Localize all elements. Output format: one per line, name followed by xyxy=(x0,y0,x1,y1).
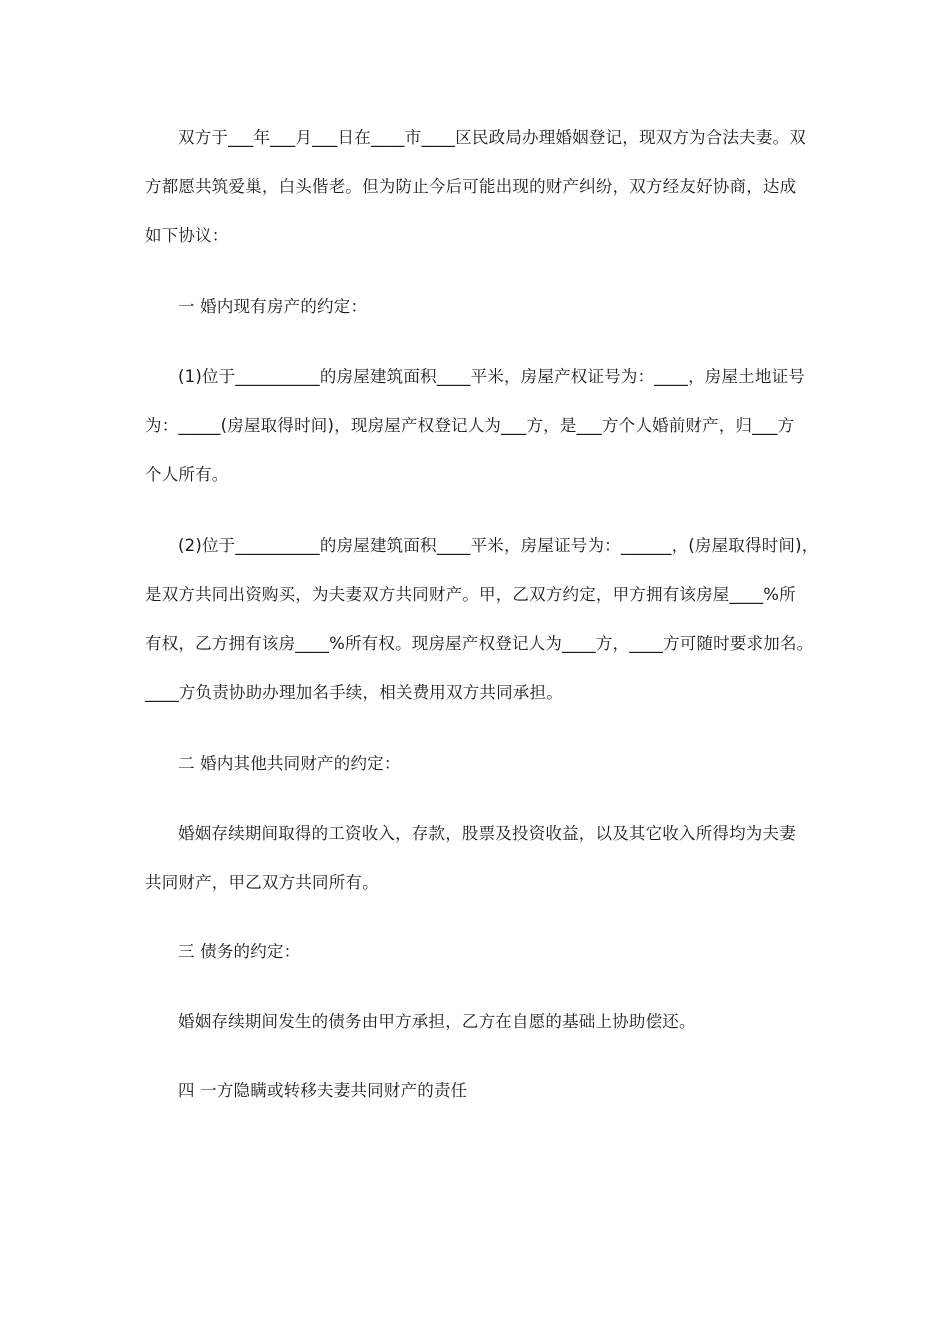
section-2-body xyxy=(145,809,805,907)
text-line: 婚姻存续期间取得的工资收入，存款，股票及投资收益，以及其它收入所得均为夫妻 xyxy=(178,824,796,843)
heading-text: 三 债务的约定： xyxy=(178,942,301,961)
intro-paragraph xyxy=(145,113,805,260)
text-line: 有权，乙方拥有该房____%所有权。现房屋产权登记人为____方，____方可随时要求加名。 xyxy=(145,634,814,653)
text-line: 双方于___年___月___日在____市____区民政局办理婚姻登记，现双方为合法夫妻。双 xyxy=(178,128,806,147)
section-2-heading xyxy=(145,739,805,788)
section-3-heading xyxy=(145,927,805,976)
text-line: 婚姻存续期间发生的债务由甲方承担，乙方在自愿的基础上协助偿还。 xyxy=(178,1012,696,1031)
section-3-body xyxy=(145,997,805,1046)
section-1-item-2 xyxy=(145,521,819,717)
text-line: 是双方共同出资购买，为夫妻双方共同财产。甲，乙双方约定，甲方拥有该房屋____%所 xyxy=(145,585,796,604)
text-line: (1)位于__________的房屋建筑面积____平米，房屋产权证号为：____，房屋土地证号 xyxy=(178,367,805,386)
text-line: 如下协议： xyxy=(145,226,229,245)
section-1-heading xyxy=(145,282,805,331)
heading-text: 四 一方隐瞒或转移夫妻共同财产的责任 xyxy=(178,1081,468,1100)
text-line: 共同财产，甲乙双方共同所有。 xyxy=(145,873,379,892)
text-line: ____方负责协助办理加名手续，相关费用双方共同承担。 xyxy=(145,683,563,702)
text-line: (2)位于__________的房屋建筑面积____平米，房屋证号为：______，(房屋取得时间)， xyxy=(178,536,819,555)
heading-text: 一 婚内现有房产的约定： xyxy=(178,297,368,316)
heading-text: 二 婚内其他共同财产的约定： xyxy=(178,754,401,773)
section-4-heading xyxy=(145,1066,805,1115)
text-line: 个人所有。 xyxy=(145,465,229,484)
text-line: 方都愿共筑爱巢，白头偕老。但为防止今后可能出现的财产纠纷，双方经友好协商，达成 xyxy=(145,177,797,196)
section-1-item-1 xyxy=(145,352,805,499)
text-line: 为：_____(房屋取得时间)，现房屋产权登记人为___方，是___方个人婚前财产，归___方 xyxy=(145,416,795,435)
